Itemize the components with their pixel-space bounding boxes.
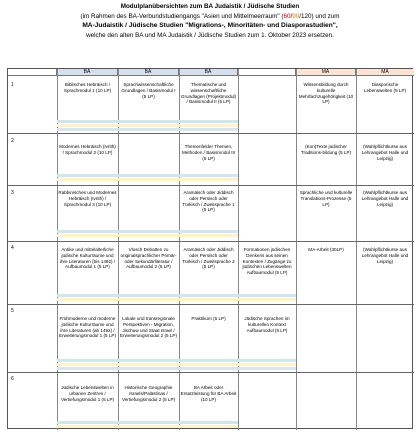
module-cell: Antike und mittelalterliche jüdische Kulturräume und ihre Literaturen (bis 1492) / Aufbaumodul 1 (5 LP) xyxy=(59,247,116,270)
module-cell: (Wahlpflichtkurse aus Lehrangebot Halle und Leipzig) xyxy=(361,190,409,207)
module-cell: (Kon)Texte jüdischer Traditions-bildung (5 LP) xyxy=(300,144,352,155)
credit-band xyxy=(57,124,238,127)
row-number: 4 xyxy=(11,245,14,251)
credit-band xyxy=(57,367,296,370)
header-title: Modulplanübersichten zum BA Judaistik / Jüdische Studien xyxy=(120,3,300,10)
module-cell: Aramäisch oder Jiddisch oder Persisch oder Türkisch / Zweitsprache 2 (5 LP) xyxy=(182,247,235,270)
module-cell: (Wahlpflichtkurse aus Lehrangebot Halle und Leipzig) xyxy=(361,144,409,161)
credit-band xyxy=(57,120,238,123)
module-cell: BA Arbeit oder Ersatzleistung für BA Arbeit (10 LP) xyxy=(180,385,237,402)
table-row xyxy=(8,242,414,305)
module-cell: Praktikum (5 LP) xyxy=(191,316,226,321)
module-cell: Biblisches Hebräisch / Sprachmodul 1 (10 LP) xyxy=(63,82,112,93)
row-number: 1 xyxy=(11,82,14,88)
header-subtitle: (im Rahmen des BA-Verbundstudiengangs "Asien und Mittelmeerraum" (60/90/120) und zum xyxy=(80,12,340,20)
module-cell: Diasporische Lebenswelten (5 LP) xyxy=(363,82,407,93)
module-cell: Vlusch Debatten zu originalsprachlicher Primär- oder Sekundärliteratur / Aufbaumodul 2 (5 LP) xyxy=(120,247,177,270)
module-cell: Sprachwissenschaftliche Grundlagen / Basismodul I (5 LP) xyxy=(121,82,176,99)
credit-band xyxy=(57,128,238,131)
credit-band xyxy=(57,425,238,428)
col-header-ba-2: BA xyxy=(118,69,179,76)
table-row xyxy=(8,186,414,242)
table-row xyxy=(8,373,414,430)
credit-band xyxy=(57,363,296,366)
credit-band xyxy=(57,174,238,177)
credit-band xyxy=(57,234,238,237)
col-header-ma-2: MA xyxy=(356,69,414,76)
module-cell: Lokale und transregionale Perspektiven - Migration, Jischuw und Staat Israel / Erweiterungsmodul 2 (5 LP) xyxy=(120,316,177,339)
row-number: 5 xyxy=(11,308,14,314)
module-cell: Frühmoderne und moderne jüdische Kulturräume und ihre Literaturen (ab 1492) / Erweiterungsmodul 1 (5 LP) xyxy=(59,316,116,339)
credit-band xyxy=(57,294,296,297)
row-number: 2 xyxy=(11,138,14,144)
header-note: welche den alten BA und MA Judaistik / Jüdische Studien zum 1. Oktober 2023 ersetzen. xyxy=(86,31,334,39)
credit-band xyxy=(57,298,296,301)
module-cell: Historische Geographie Israels/Palästinas / Vertiefungsmodul 2 (5 LP) xyxy=(121,385,176,402)
module-cell: Themenfelder Themen, Methoden / Basismodul III (5 LP) xyxy=(181,144,236,161)
module-plan-table xyxy=(7,68,413,429)
module-cell: Modernes Hebräisch (Ivrith) / Sprachmodul 2 (10 LP) xyxy=(59,144,116,155)
table-row xyxy=(8,305,414,373)
module-cell: MA-Arbeit (30LP) xyxy=(308,247,344,252)
document-header xyxy=(0,2,420,40)
module-cell: Formationen jüdischen Denkens aus seinen Kontexten / Zugänge zu jüdischen Lebenswelten Aufbaumodul (5 LP) xyxy=(242,247,292,276)
module-cell: Aramäisch oder Jiddisch oder Persisch oder Türkisch / Zweitsprache 1 (5 LP) xyxy=(182,190,235,213)
module-cell: (Wahlpflichtkurse aus Lehrangebot Halle und Leipzig) xyxy=(361,247,409,264)
module-cell: Jüdische Sprachen im kulturellen Kontext Aufbaumodul (5 LP) xyxy=(244,316,290,333)
table-row xyxy=(8,134,414,186)
row-number: 6 xyxy=(11,376,14,382)
col-header-blank xyxy=(238,69,296,76)
credit-band xyxy=(57,230,238,233)
credit-band xyxy=(57,178,238,181)
col-header-ba-1: BA xyxy=(57,69,118,76)
module-cell: Rabbinisches und Modernes Hebräisch (Ivrith) / Sprachmodul 3 (10 LP) xyxy=(58,190,117,207)
col-header-ma-1: MA xyxy=(296,69,356,76)
header-ma-title: MA-Judaistik / Jüdische Studien "Migrations-, Minoritäten- und Diasporastudien", xyxy=(82,22,338,30)
module-cell: Thematische und wissenschaftliche Grundlagen (Projektmodul) / Basismodul II (5 LP) xyxy=(180,82,237,105)
module-cell: Sprachliche und kulturelle Translations-Prozesse (5 LP) xyxy=(299,190,353,207)
credit-band xyxy=(57,421,238,424)
module-cell: Jüdische Lebenswelten in urbanen Zentren / Vertiefungsmodul 1 (5 LP) xyxy=(60,385,115,402)
table-row xyxy=(8,76,414,134)
credit-band xyxy=(57,359,296,362)
module-cell: Wissensbildung durch kulturelle Mehrfachzugehörigkeit (10 LP) xyxy=(298,82,354,105)
row-number: 3 xyxy=(11,190,14,196)
col-header-number xyxy=(8,69,57,76)
col-header-ba-3: BA xyxy=(179,69,238,76)
